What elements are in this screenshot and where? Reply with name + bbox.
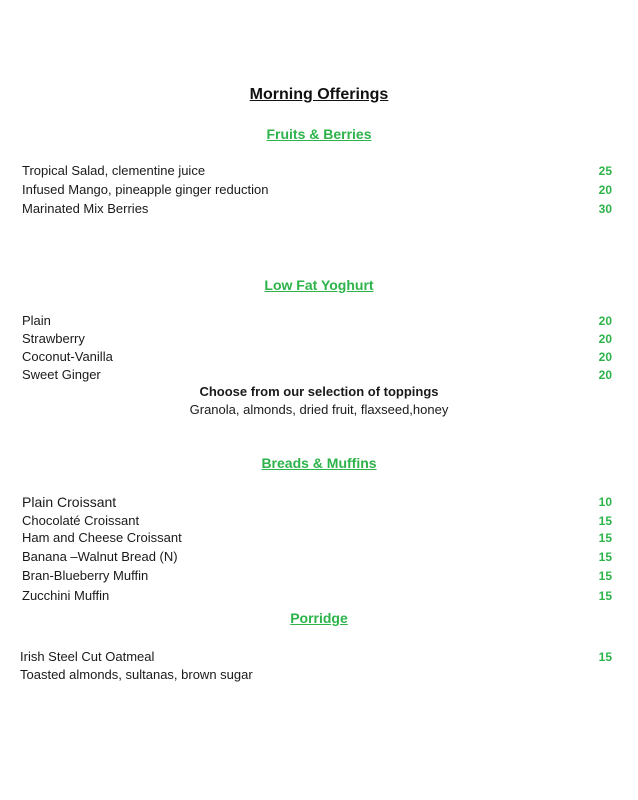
menu-item-name: Marinated Mix Berries bbox=[22, 201, 149, 216]
section-heading-porridge: Porridge bbox=[290, 610, 348, 626]
menu-item-name: Tropical Salad, clementine juice bbox=[22, 163, 206, 178]
menu-item-price: 15 bbox=[598, 550, 612, 564]
menu-item-price: 15 bbox=[598, 650, 612, 664]
menu-item-price: 25 bbox=[598, 164, 612, 178]
page-title: Morning Offerings bbox=[249, 86, 389, 103]
menu-item-price: 30 bbox=[598, 202, 612, 216]
menu-item-name: Plain Croissant bbox=[22, 494, 117, 510]
menu-item-price: 10 bbox=[598, 495, 612, 509]
menu-item bbox=[22, 587, 612, 605]
menu-item-price: 20 bbox=[598, 183, 612, 197]
menu-item bbox=[22, 200, 612, 218]
menu-item bbox=[22, 348, 612, 366]
menu-item-name: Chocolaté Croissant bbox=[22, 513, 140, 528]
menu-item-name: Zucchini Muffin bbox=[22, 588, 110, 603]
menu-item bbox=[22, 162, 612, 180]
menu-item-name: Irish Steel Cut Oatmeal bbox=[20, 649, 155, 664]
porridge-toppings-note: Toasted almonds, sultanas, brown sugar bbox=[20, 667, 253, 682]
menu-item bbox=[22, 512, 612, 530]
toppings-note-text: Granola, almonds, dried fruit, flaxseed,honey bbox=[189, 402, 449, 417]
menu-item-price: 20 bbox=[598, 368, 612, 382]
menu-item-price: 15 bbox=[598, 589, 612, 603]
toppings-note-title: Choose from our selection of toppings bbox=[199, 384, 439, 399]
menu-item bbox=[20, 648, 612, 666]
menu-item-name: Sweet Ginger bbox=[22, 367, 101, 382]
menu-item-name: Coconut-Vanilla bbox=[22, 349, 113, 364]
menu-item bbox=[22, 548, 612, 566]
menu-item-price: 20 bbox=[598, 332, 612, 346]
menu-item-name: Plain bbox=[22, 313, 51, 328]
menu-item-price: 20 bbox=[598, 350, 612, 364]
menu-item-name: Infused Mango, pineapple ginger reduction bbox=[22, 182, 269, 197]
section-heading-fruits-berries: Fruits & Berries bbox=[266, 126, 372, 142]
menu-item-price: 15 bbox=[598, 531, 612, 545]
section-heading-low-fat-yoghurt: Low Fat Yoghurt bbox=[264, 277, 374, 293]
menu-item bbox=[22, 529, 612, 547]
menu-item-price: 20 bbox=[598, 314, 612, 328]
menu-item-name: Banana –Walnut Bread (N) bbox=[22, 549, 178, 564]
menu-item bbox=[22, 312, 612, 330]
menu-item bbox=[22, 330, 612, 348]
menu-item-name: Bran-Blueberry Muffin bbox=[22, 568, 149, 583]
menu-item bbox=[22, 567, 612, 585]
menu-item-name: Strawberry bbox=[22, 331, 85, 346]
menu-item bbox=[22, 366, 612, 384]
menu-item-price: 15 bbox=[598, 514, 612, 528]
menu-item bbox=[22, 493, 612, 511]
section-heading-breads-muffins: Breads & Muffins bbox=[261, 455, 377, 471]
menu-item-price: 15 bbox=[598, 569, 612, 583]
menu-item-name: Ham and Cheese Croissant bbox=[22, 530, 182, 545]
menu-item bbox=[22, 181, 612, 199]
